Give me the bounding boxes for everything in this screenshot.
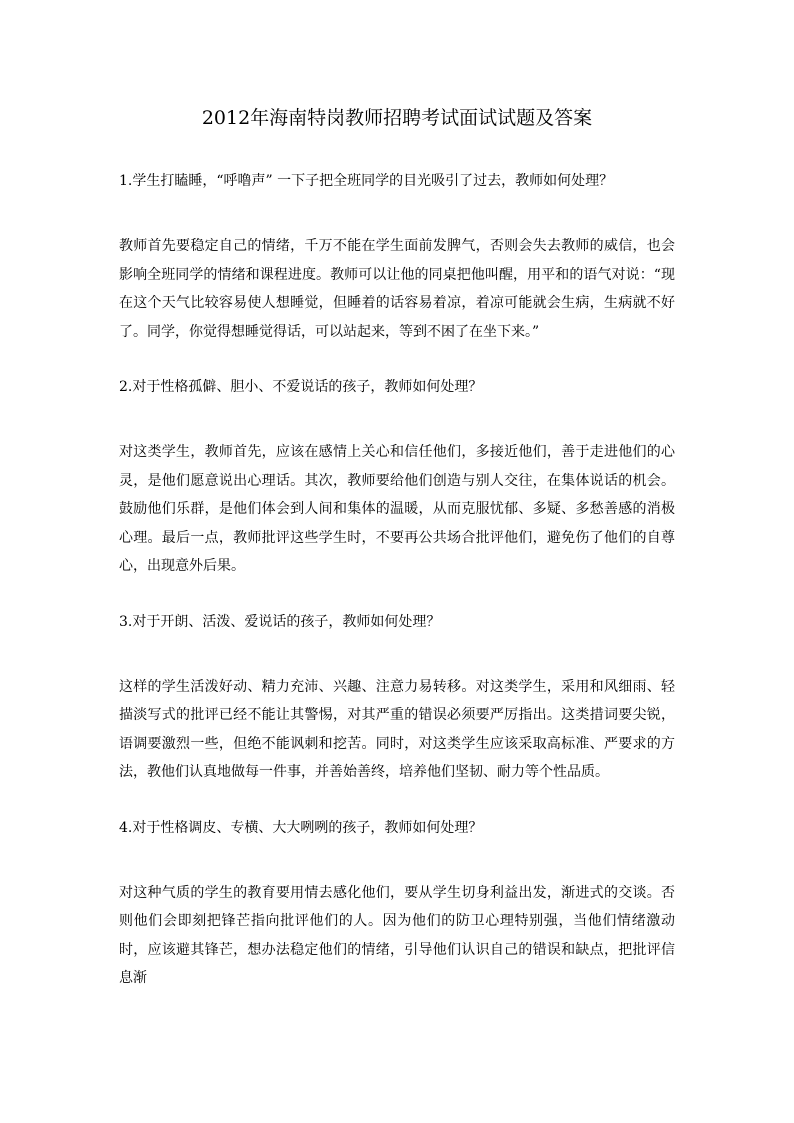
question-4: 4.对于性格调皮、专横、大大咧咧的孩子，教师如何处理？ — [119, 819, 483, 836]
answer-4: 对这种气质的学生的教育要用情去感化他们，要从学生切身利益出发，渐进式的交谈。否则他们会即刻把锋芒指向批评他们的人。因为他们的防卫心理特别强，当他们情绪激动时，应该避其锋芒，想办法稳定他们的情绪，引导他们认识自己的错误和缺点，把批评信息渐 — [119, 884, 675, 986]
document-title: 2012年海南特岗教师招聘考试面试试题及答案 — [201, 107, 593, 129]
document-body — [119, 168, 675, 993]
spacer — [119, 635, 675, 673]
spacer — [119, 194, 675, 232]
answer-3: 这样的学生活泼好动、精力充沛、兴趣、注意力易转移。对这类学生，采用和风细雨、轻描淡写式的批评已经不能让其警惕，对其严重的错误必须要严厉指出。这类措词要尖锐，语调要激烈一些，但绝不能讽刺和挖苦。同时，对这类学生应该采取高标准、严要求的方法，教他们认真地做每一件事，并善始善终，培养他们坚韧、耐力等个性品质。 — [119, 678, 675, 780]
question-1: 1.学生打瞌睡，“呼噜声” 一下子把全班同学的目光吸引了过去，教师如何处理？ — [119, 173, 614, 189]
answer-2: 对这类学生，教师首先，应该在感情上关心和信任他们，多接近他们，善于走进他们的心灵，是他们愿意说出心理话。其次，教师要给他们创造与别人交往，在集体说话的机会。鼓励他们乐群，是他们体会到人间和集体的温暖，从而克服忧郁、多疑、多愁善感的消极心理。最后一点，教师批评这些学生时，不要再公共场合批评他们，避免伤了他们的自尊心，出现意外后果。 — [119, 444, 675, 574]
spacer — [119, 787, 675, 815]
spacer — [119, 400, 675, 438]
question-3: 3.对于开朗、活泼、爱说话的孩子，教师如何处理？ — [119, 613, 441, 630]
answer-1: 教师首先要稳定自己的情绪，千万不能在学生面前发脾气，否则会失去教师的威信，也会影响全班同学的情绪和课程进度。教师可以让他的同桌把他叫醒，用平和的语气对说：“现在这个天气比较容易使人想睡觉，但睡着的话容易着凉，着凉可能就会生病，生病就不好了。同学，你觉得想睡觉得话，可以站起来，等到不困了在坐下来。” — [119, 238, 675, 340]
spacer — [119, 346, 675, 374]
question-2: 2.对于性格孤僻、胆小、不爱说话的孩子，教师如何处理？ — [119, 379, 483, 395]
spacer — [119, 581, 675, 609]
spacer — [119, 841, 675, 879]
